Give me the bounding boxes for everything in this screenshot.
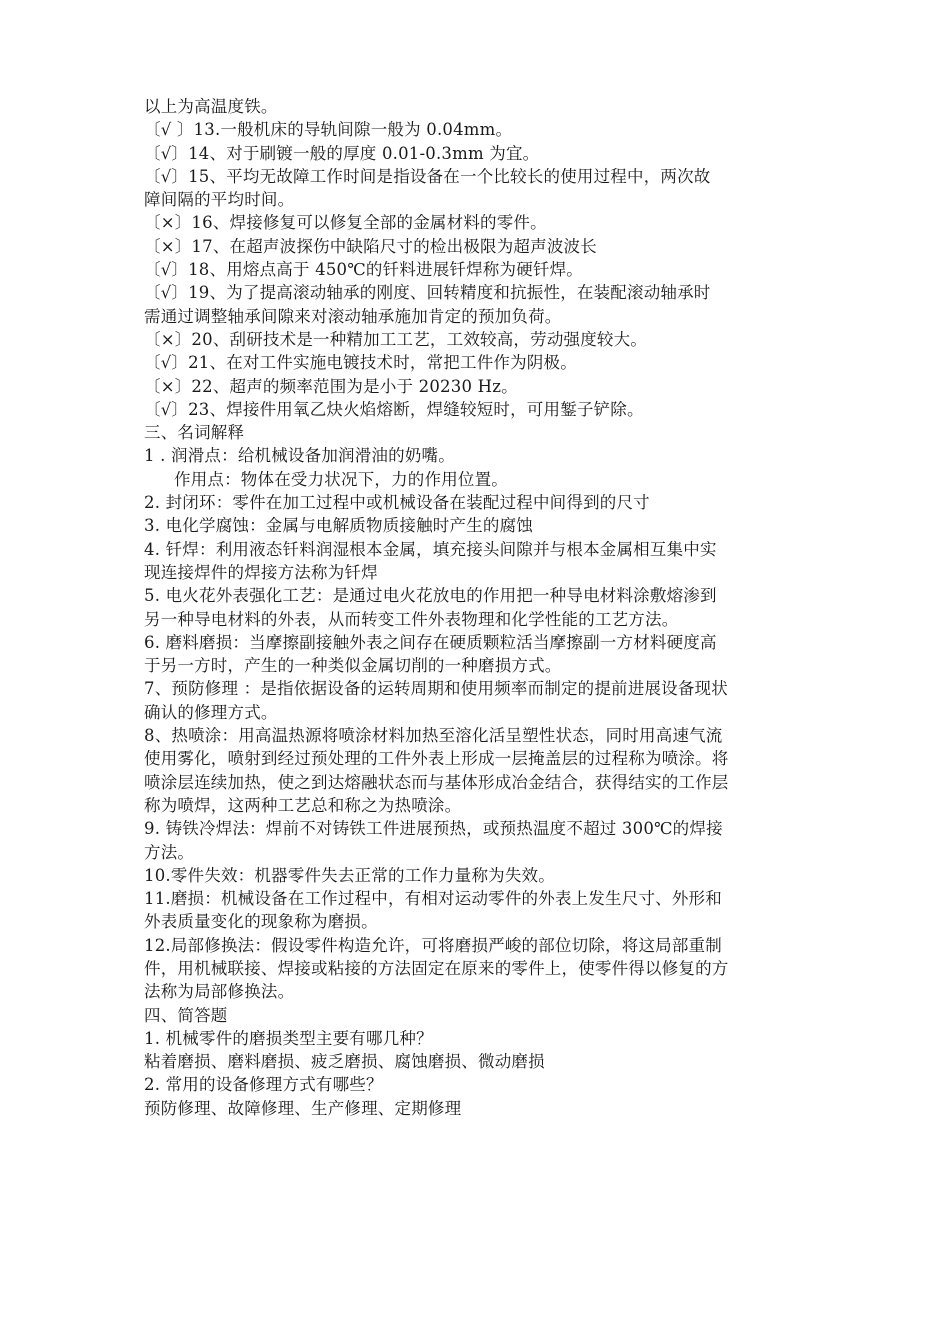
term-11: 11.磨损：机械设备在工作过程中，有相对运动零件的外表上发生尺寸、外形和 xyxy=(144,889,722,909)
term-1: 1 . 润滑点：给机械设备加润滑油的奶嘴。 xyxy=(144,446,455,466)
term-9-cont: 方法。 xyxy=(144,842,195,862)
section-heading-short-answer: 四、简答题 xyxy=(144,1005,228,1025)
text-line: 以上为高温度铁。 xyxy=(144,97,278,116)
answer-item-13: 〔√ 〕13.一般机床的导轨间隙一般为 0.04mm。 xyxy=(144,120,513,140)
answer-item-17: 〔×〕17、在超声波探伤中缺陷尺寸的检出极限为超声波波长 xyxy=(144,236,597,256)
answer-item-18: 〔√〕18、用熔点高于 450℃的钎料进展钎焊称为硬钎焊。 xyxy=(144,260,584,280)
term-12-cont-2: 法称为局部修换法。 xyxy=(144,982,295,1002)
answer-1: 粘着磨损、磨料磨损、疲乏磨损、腐蚀磨损、微动磨损 xyxy=(144,1052,545,1072)
term-5: 5. 电火花外表强化工艺：是通过电火花放电的作用把一种导电材料涂敷熔渗到 xyxy=(144,586,717,606)
answer-item-15: 〔√〕15、平均无故障工作时间是指设备在一个比较长的使用过程中，两次故 xyxy=(144,166,711,186)
answer-item-22: 〔×〕22、超声的频率范围为是小于 20230 Hz。 xyxy=(144,376,518,396)
term-3: 3. 电化学腐蚀：金属与电解质物质接触时产生的腐蚀 xyxy=(144,516,533,536)
term-8-cont-1: 使用雾化，喷射到经过预处理的工件外表上形成一层掩盖层的过程称为喷涂。将 xyxy=(144,749,729,769)
term-6: 6. 磨料磨损：当摩擦副接触外表之间存在硬质颗粒活当摩擦副一方材料硬度高 xyxy=(144,632,717,652)
answer-item-23: 〔√〕23、焊接件用氧乙炔火焰熔断，焊缝较短时，可用錾子铲除。 xyxy=(144,399,644,419)
answer-item-20: 〔×〕20、刮研技术是一种精加工工艺，工效较高，劳动强度较大。 xyxy=(144,329,648,349)
section-heading-terms: 三、名词解释 xyxy=(144,423,245,443)
term-4: 4. 钎焊：利用液态钎料润湿根本金属，填充接头间隙并与根本金属相互集中实 xyxy=(144,539,717,559)
term-1-extra: 作用点：物体在受力状况下，力的作用位置。 xyxy=(174,469,508,489)
term-7: 7、预防修理 ：是指依据设备的运转周期和使用频率而制定的提前进展设备现状 xyxy=(144,679,728,699)
answer-item-14: 〔√〕14、对于刷镀一般的厚度 0.01-0.3mm 为宜。 xyxy=(144,143,540,163)
term-6-cont: 于另一方时，产生的一种类似金属切削的一种磨损方式。 xyxy=(144,656,562,676)
term-10: 10.零件失效：机器零件失去正常的工作力量称为失效。 xyxy=(144,865,555,885)
question-2: 2. 常用的设备修理方式有哪些？ xyxy=(144,1075,383,1095)
answer-item-16: 〔×〕16、焊接修复可以修复全部的金属材料的零件。 xyxy=(144,213,547,233)
answer-2: 预防修理、故障修理、生产修理、定期修理 xyxy=(144,1098,462,1118)
term-5-cont: 另一种导电材料的外表，从而转变工件外表物理和化学性能的工艺方法。 xyxy=(144,609,679,629)
term-8-cont-3: 称为喷焊，这两种工艺总和称之为热喷涂。 xyxy=(144,795,462,815)
term-9: 9. 铸铁冷焊法：焊前不对铸铁工件进展预热，或预热温度不超过 300℃的焊接 xyxy=(144,819,723,839)
answer-item-19-cont: 需通过调整轴承间隙来对滚动轴承施加肯定的预加负荷。 xyxy=(144,306,562,326)
term-7-cont: 确认的修理方式。 xyxy=(144,702,278,722)
answer-item-15-cont: 障间隔的平均时间。 xyxy=(144,190,295,210)
answer-item-21: 〔√〕21、在对工件实施电镀技术时，常把工件作为阴极。 xyxy=(144,353,577,373)
term-11-cont: 外表质量变化的现象称为磨损。 xyxy=(144,912,378,932)
term-12-cont-1: 件，用机械联接、焊接或粘接的方法固定在原来的零件上，使零件得以修复的方 xyxy=(144,958,729,978)
term-8: 8、热喷涂：用高温热源将喷涂材料加热至溶化活呈塑性状态，同时用高速气流 xyxy=(144,726,723,746)
term-12: 12.局部修换法：假设零件构造允许，可将磨损严峻的部位切除，将这局部重制 xyxy=(144,935,722,955)
term-4-cont: 现连接焊件的焊接方法称为钎焊 xyxy=(144,562,378,582)
question-1: 1. 机械零件的磨损类型主要有哪几种？ xyxy=(144,1028,433,1048)
term-2: 2. 封闭环：零件在加工过程中或机械设备在装配过程中间得到的尺寸 xyxy=(144,493,650,513)
answer-item-19: 〔√〕19、为了提高滚动轴承的刚度、回转精度和抗振性，在装配滚动轴承时 xyxy=(144,283,711,303)
document-body xyxy=(144,95,810,1120)
term-8-cont-2: 喷涂层连续加热，使之到达熔融状态而与基体形成冶金结合，获得结实的工作层 xyxy=(144,772,729,792)
